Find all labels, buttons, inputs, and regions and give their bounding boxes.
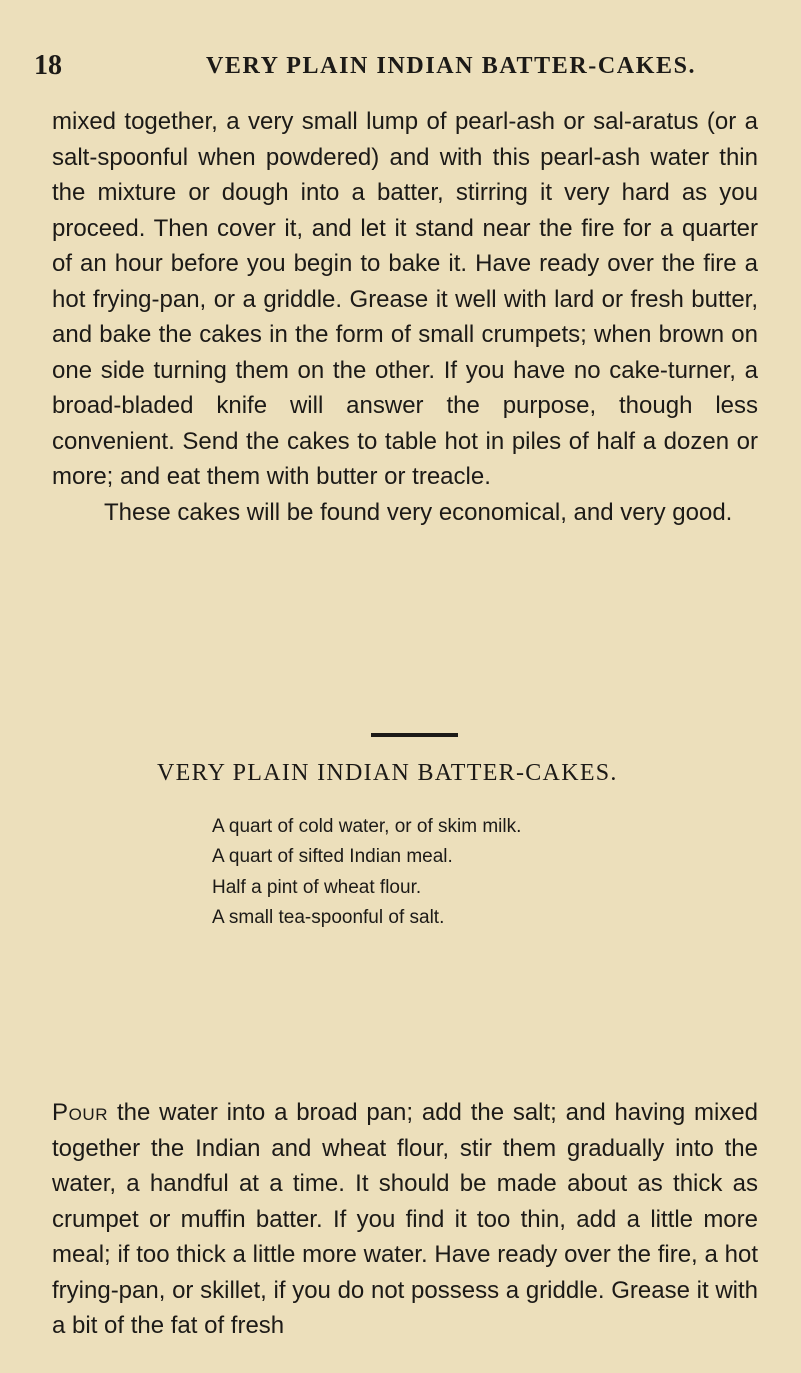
ingredient-list (212, 812, 521, 933)
ingredient-item: A quart of sifted Indian meal. (212, 846, 453, 868)
ingredient-item: A quart of cold water, or of skim milk. (212, 816, 522, 837)
directions-lead-word: Pour (52, 1099, 109, 1126)
running-title: VERY PLAIN INDIAN BATTER-CAKES. (206, 53, 697, 79)
closing-paragraph: These cakes will be found very economical, and very good. (104, 498, 733, 526)
ingredient-item: A small tea-spoonful of salt. (212, 906, 445, 928)
section-divider (371, 733, 458, 737)
ingredient-item: Half a pint of wheat flour. (212, 876, 422, 898)
continued-recipe-text (52, 104, 758, 530)
page-number: 18 (34, 50, 62, 81)
continued-paragraph: mixed together, a very small lump of pearl-ash or sal-aratus (or a salt-spoonful when powdered) and with this pearl-ash water thin the mixture or dough into a batter, stirring it very hard as you proceed. Then cover it, and let it stand near the fire for a quarter of an hour before you begin to bake it. Have ready over the fire a hot frying-pan, or a griddle. Grease it well with lard or fresh butter, and bake the cakes in the form of small crumpets; when brown on one side turning them on the other. If you have no cake-turner, a broad-bladed knife will answer the purpose, though less convenient. Send the cakes to table hot in piles of half a dozen or more; and eat them with butter or treacle. (52, 108, 758, 490)
directions-paragraph (52, 1095, 758, 1344)
directions-text: the water into a broad pan; add the salt; and having mixed together the Indian and wheat flour, stir them gradually into the water, a handful at a time. It should be made about as thick as crumpet or muffin batter. If you find it too thin, add a little more meal; if too thick a little more water. Have ready over the fire, a hot frying-pan, or skillet, if you do not possess a griddle. Grease it with a bit of the fat of fresh (52, 1099, 758, 1339)
recipe-title: VERY PLAIN INDIAN BATTER-CAKES. (157, 760, 618, 786)
page-header (34, 46, 744, 86)
recipe-directions (52, 1095, 758, 1344)
